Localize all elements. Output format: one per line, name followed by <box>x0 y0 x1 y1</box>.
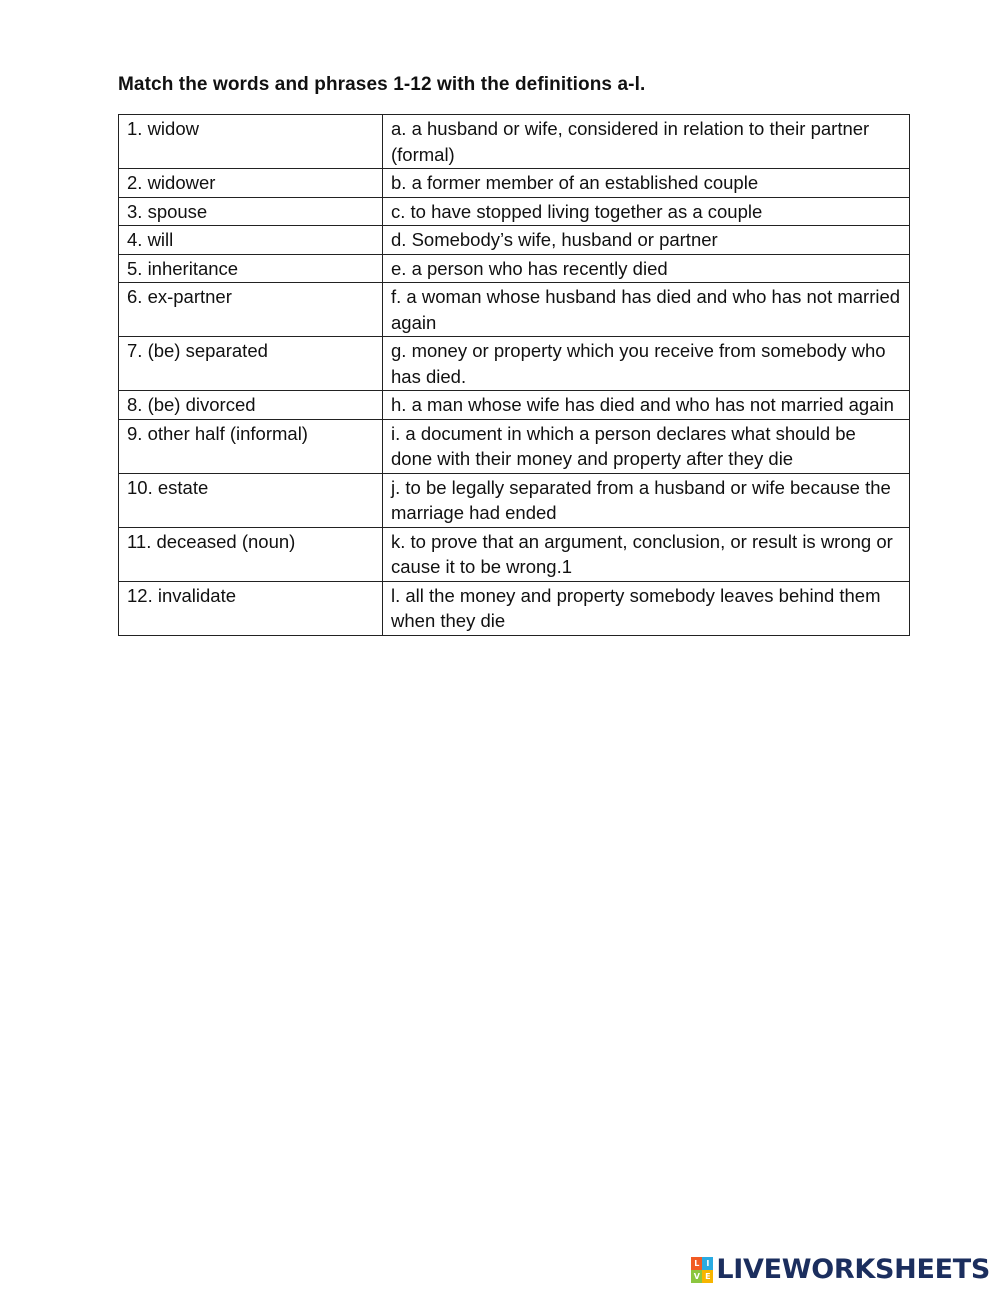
liveworksheets-logo <box>691 1254 990 1285</box>
definition-cell: g. money or property which you receive from somebody who has died. <box>383 337 910 391</box>
table-row <box>119 115 910 169</box>
word-cell: 3. spouse <box>119 197 383 226</box>
table-row <box>119 254 910 283</box>
table-row <box>119 391 910 420</box>
table-row <box>119 169 910 198</box>
word-cell: 4. will <box>119 226 383 255</box>
table-row <box>119 197 910 226</box>
logo-text: LIVEWORKSHEETS <box>716 1254 990 1285</box>
word-cell: 2. widower <box>119 169 383 198</box>
definition-cell: b. a former member of an established couple <box>383 169 910 198</box>
table-row <box>119 527 910 581</box>
definition-cell: d. Somebody’s wife, husband or partner <box>383 226 910 255</box>
instruction-heading: Match the words and phrases 1-12 with the definitions a-l. <box>118 74 646 95</box>
matching-table <box>118 114 910 636</box>
definition-cell: l. all the money and property somebody leaves behind them when they die <box>383 581 910 635</box>
definition-cell: h. a man whose wife has died and who has not married again <box>383 391 910 420</box>
table-row <box>119 337 910 391</box>
definition-cell: k. to prove that an argument, conclusion, or result is wrong or cause it to be wrong.1 <box>383 527 910 581</box>
table-row <box>119 473 910 527</box>
definition-cell: e. a person who has recently died <box>383 254 910 283</box>
word-cell: 9. other half (informal) <box>119 419 383 473</box>
logo-mark-cell: E <box>702 1270 713 1283</box>
table-row <box>119 226 910 255</box>
definition-cell: i. a document in which a person declares what should be done with their money and property after they die <box>383 419 910 473</box>
table-row <box>119 419 910 473</box>
logo-mark-cell: V <box>691 1270 702 1283</box>
table-row <box>119 283 910 337</box>
logo-mark-icon <box>691 1257 713 1283</box>
definition-cell: f. a woman whose husband has died and who has not married again <box>383 283 910 337</box>
word-cell: 8. (be) divorced <box>119 391 383 420</box>
definition-cell: a. a husband or wife, considered in relation to their partner (formal) <box>383 115 910 169</box>
word-cell: 12. invalidate <box>119 581 383 635</box>
word-cell: 7. (be) separated <box>119 337 383 391</box>
logo-mark-cell: L <box>691 1257 702 1270</box>
definition-cell: c. to have stopped living together as a couple <box>383 197 910 226</box>
table-row <box>119 581 910 635</box>
logo-mark-cell: I <box>702 1257 713 1270</box>
word-cell: 5. inheritance <box>119 254 383 283</box>
definition-cell: j. to be legally separated from a husband or wife because the marriage had ended <box>383 473 910 527</box>
word-cell: 10. estate <box>119 473 383 527</box>
word-cell: 11. deceased (noun) <box>119 527 383 581</box>
word-cell: 6. ex-partner <box>119 283 383 337</box>
word-cell: 1. widow <box>119 115 383 169</box>
